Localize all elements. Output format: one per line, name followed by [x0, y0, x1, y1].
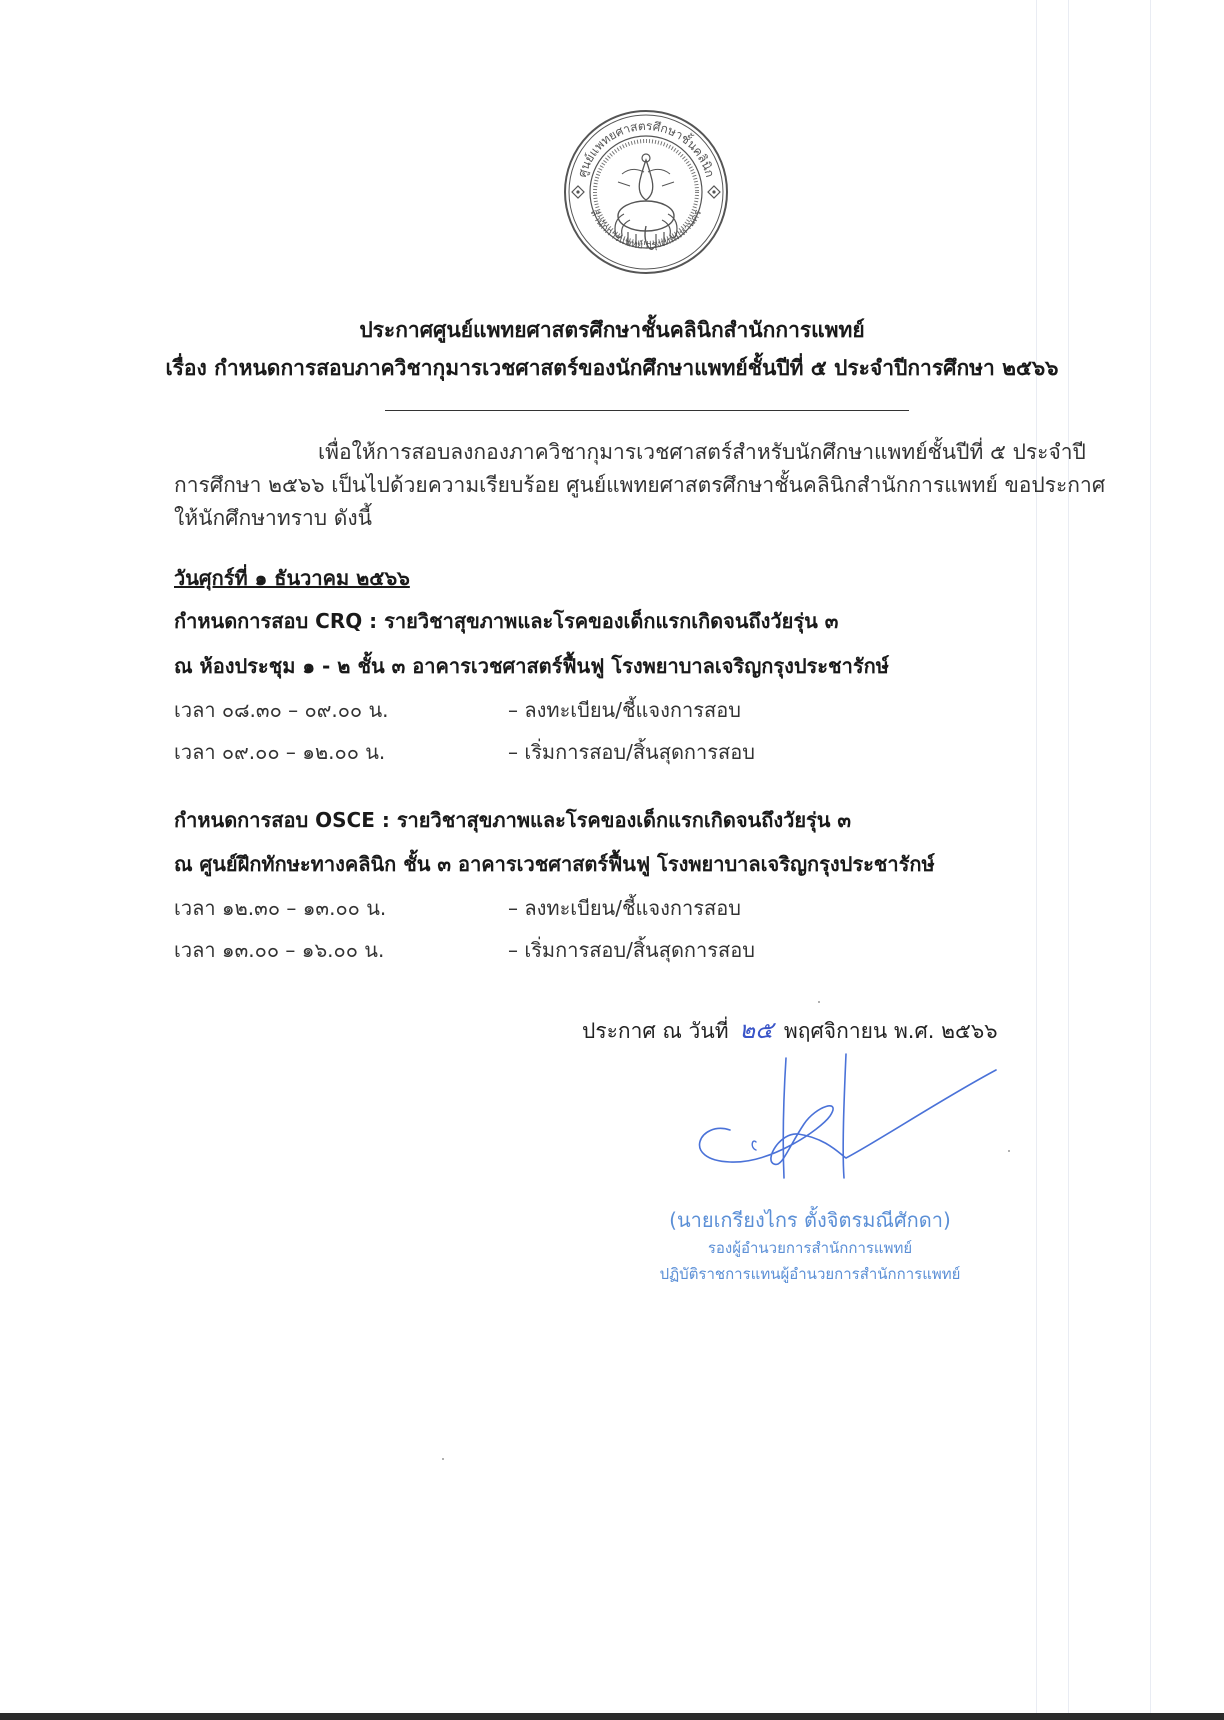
osce-session-venue: ณ ศูนย์ฝึกทักษะทางคลินิก ชั้น ๓ อาคารเวชศาสตร์ฟื้นฟู โรงพยาบาลเจริญกรุงประชารักษ์: [174, 852, 935, 876]
scan-speck: [818, 1001, 820, 1003]
intro-paragraph: เพื่อให้การสอบลงกองภาควิชากุมารเวชศาสตร์สำหรับนักศึกษาแพทย์ชั้นปีที่ ๕ ประจำปีการศึกษา ๒๕๖๖ เป็นไปด้วยความเรียบร้อย ศูนย์แพทยศาสตรศึกษาชั้นคลินิกสำนักการแพทย์ ขอประกาศให้นักศึกษาทราบ ดังนี้: [174, 440, 1106, 530]
exam-date: วันศุกร์ที่ ๑ ธันวาคม ๒๕๖๖: [174, 566, 410, 590]
crq-session-heading: กำหนดการสอบ CRQ : รายวิชาสุขภาพและโรคของเด็กแรกเกิดจนถึงวัยรุ่น ๓: [174, 609, 839, 633]
seal-bottom-text: สำนักการแพทย์ กรุงเทพมหานคร: [587, 207, 705, 252]
date-prefix: ประกาศ ณ วันที่: [582, 1019, 729, 1043]
scan-bottom-edge: [0, 1713, 1224, 1720]
department-seal-logo: [562, 108, 730, 276]
handwritten-signature: [670, 1050, 1000, 1200]
schedule-activity: – ลงทะเบียน/ชี้แจงการสอบ: [508, 698, 741, 722]
date-suffix: พฤศจิกายน พ.ศ. ๒๕๖๖: [783, 1019, 998, 1043]
scan-artifact-line: [1068, 0, 1069, 1720]
handwritten-day: ๒๕: [739, 1016, 774, 1044]
schedule-time: เวลา ๑๓.๐๐ – ๑๖.๐๐ น.: [174, 938, 385, 962]
scan-speck: [1008, 1150, 1010, 1152]
header-divider: [385, 410, 909, 411]
announcement-subject: เรื่อง กำหนดการสอบภาควิชากุมารเวชศาสตร์ของนักศึกษาแพทย์ชั้นปีที่ ๕ ประจำปีการศึกษา ๒๕๖๖: [165, 356, 1059, 380]
schedule-time: เวลา ๐๙.๐๐ – ๑๒.๐๐ น.: [174, 740, 386, 764]
schedule-time: เวลา ๑๒.๓๐ – ๑๓.๐๐ น.: [174, 896, 387, 920]
signer-position: รองผู้อำนวยการสำนักการแพทย์: [707, 1239, 913, 1257]
scan-artifact-line: [1036, 0, 1037, 1720]
signer-name: (นายเกรียงไกร ตั้งจิตรมณีศักดา): [669, 1208, 951, 1232]
scan-artifact-line: [1150, 0, 1151, 1720]
schedule-activity: – เริ่มการสอบ/สิ้นสุดการสอบ: [508, 938, 755, 962]
announcement-title: ประกาศศูนย์แพทยศาสตรศึกษาชั้นคลินิกสำนักการแพทย์: [359, 318, 865, 342]
seal-top-text: ศูนย์แพทยศาสตรศึกษาชั้นคลินิก: [574, 118, 718, 179]
schedule-activity: – เริ่มการสอบ/สิ้นสุดการสอบ: [508, 740, 755, 764]
svg-text:สำนักการแพทย์ กรุงเทพมหานคร: [588, 208, 705, 252]
crq-session-venue: ณ ห้องประชุม ๑ - ๒ ชั้น ๓ อาคารเวชศาสตร์ฟื้นฟู โรงพยาบาลเจริญกรุงประชารักษ์: [174, 654, 889, 678]
signer-acting-position: ปฏิบัติราชการแทนผู้อำนวยการสำนักการแพทย์: [659, 1265, 961, 1283]
announcement-date: [582, 1010, 998, 1049]
scan-speck: [442, 1458, 444, 1460]
osce-session-heading: กำหนดการสอบ OSCE : รายวิชาสุขภาพและโรคของเด็กแรกเกิดจนถึงวัยรุ่น ๓: [174, 808, 852, 832]
schedule-activity: – ลงทะเบียน/ชี้แจงการสอบ: [508, 896, 741, 920]
schedule-time: เวลา ๐๘.๓๐ – ๐๙.๐๐ น.: [174, 698, 389, 722]
